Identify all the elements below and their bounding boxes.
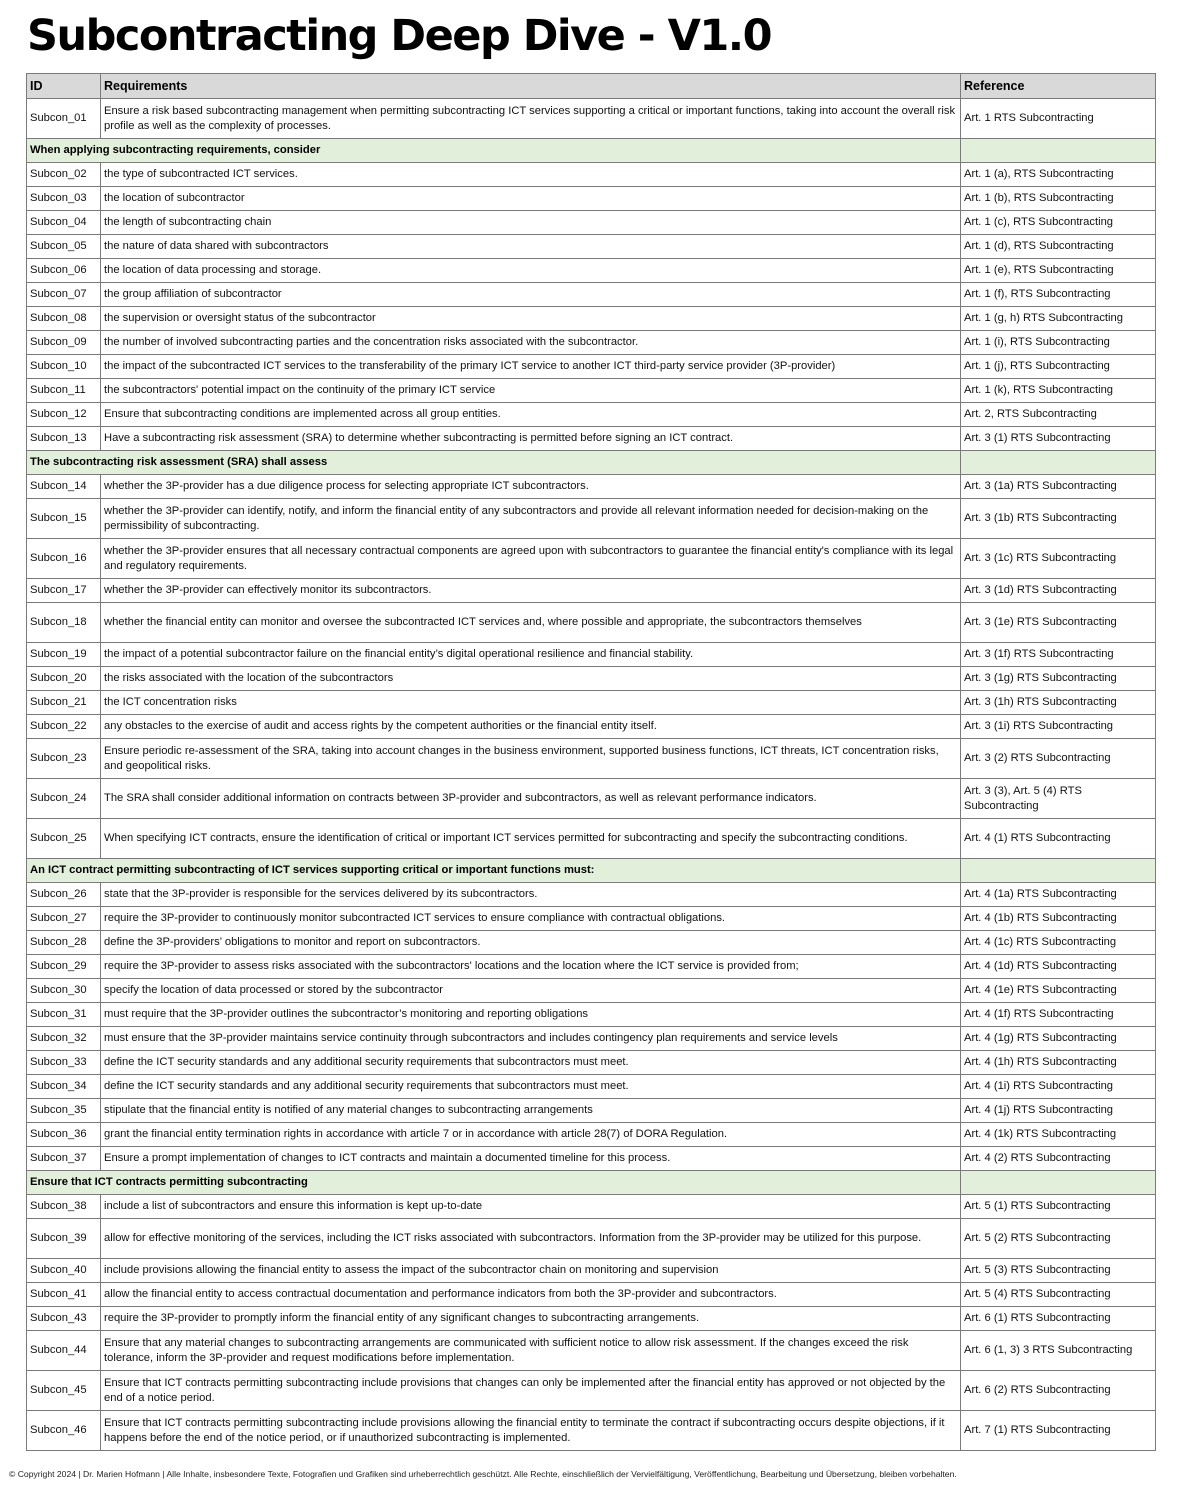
cell-requirement: Ensure periodic re-assessment of the SRA, taking into account changes in the business environment, supported business functions, ICT threats, ICT concentration risks, and geopolitical risks.	[101, 739, 961, 779]
cell-requirement: the nature of data shared with subcontractors	[101, 235, 961, 259]
table-row	[27, 907, 1156, 931]
cell-id: Subcon_36	[27, 1123, 101, 1147]
cell-id: Subcon_41	[27, 1283, 101, 1307]
cell-requirement: allow the financial entity to access contractual documentation and performance indicators from both the 3P-provider and subcontractors.	[101, 1283, 961, 1307]
cell-reference: Art. 3 (1c) RTS Subcontracting	[961, 539, 1156, 579]
section-title: An ICT contract permitting subcontracting of ICT services supporting critical or important functions must:	[27, 859, 961, 883]
table-row	[27, 979, 1156, 1003]
cell-reference: Art. 4 (1a) RTS Subcontracting	[961, 883, 1156, 907]
cell-id: Subcon_20	[27, 667, 101, 691]
cell-reference: Art. 1 (e), RTS Subcontracting	[961, 259, 1156, 283]
cell-id: Subcon_27	[27, 907, 101, 931]
table-row	[27, 1075, 1156, 1099]
table-row	[27, 307, 1156, 331]
cell-requirement: whether the 3P-provider can effectively monitor its subcontractors.	[101, 579, 961, 603]
cell-requirement: whether the financial entity can monitor and oversee the subcontracted ICT services and, where possible and appropriate, the subcontractors themselves	[101, 603, 961, 643]
section-reference-cell	[961, 1171, 1156, 1195]
cell-id: Subcon_06	[27, 259, 101, 283]
cell-id: Subcon_44	[27, 1331, 101, 1371]
table-row	[27, 539, 1156, 579]
table-row	[27, 211, 1156, 235]
table-row	[27, 1003, 1156, 1027]
table-row	[27, 883, 1156, 907]
cell-reference: Art. 4 (1g) RTS Subcontracting	[961, 1027, 1156, 1051]
cell-requirement: the type of subcontracted ICT services.	[101, 163, 961, 187]
cell-id: Subcon_01	[27, 99, 101, 139]
cell-requirement: the group affiliation of subcontractor	[101, 283, 961, 307]
cell-reference: Art. 3 (1e) RTS Subcontracting	[961, 603, 1156, 643]
cell-requirement: any obstacles to the exercise of audit and access rights by the competent authorities or the financial entity itself.	[101, 715, 961, 739]
cell-requirement: The SRA shall consider additional information on contracts between 3P-provider and subcontractors, as well as relevant performance indicators.	[101, 779, 961, 819]
cell-id: Subcon_24	[27, 779, 101, 819]
cell-requirement: stipulate that the financial entity is notified of any material changes to subcontracting arrangements	[101, 1099, 961, 1123]
cell-reference: Art. 6 (2) RTS Subcontracting	[961, 1371, 1156, 1411]
table-row	[27, 1259, 1156, 1283]
table-row	[27, 1307, 1156, 1331]
cell-requirement: Ensure that ICT contracts permitting subcontracting include provisions that changes can only be implemented after the financial entity has approved or not objected by the end of a notice period.	[101, 1371, 961, 1411]
cell-id: Subcon_39	[27, 1219, 101, 1259]
cell-reference: Art. 1 (c), RTS Subcontracting	[961, 211, 1156, 235]
cell-id: Subcon_32	[27, 1027, 101, 1051]
column-header-requirements: Requirements	[101, 74, 961, 99]
cell-reference: Art. 6 (1) RTS Subcontracting	[961, 1307, 1156, 1331]
table-row	[27, 691, 1156, 715]
table-row	[27, 1027, 1156, 1051]
cell-reference: Art. 4 (2) RTS Subcontracting	[961, 1147, 1156, 1171]
cell-requirement: the length of subcontracting chain	[101, 211, 961, 235]
cell-reference: Art. 3 (1h) RTS Subcontracting	[961, 691, 1156, 715]
cell-reference: Art. 4 (1i) RTS Subcontracting	[961, 1075, 1156, 1099]
cell-requirement: the impact of a potential subcontractor failure on the financial entity’s digital operational resilience and financial stability.	[101, 643, 961, 667]
cell-requirement: the impact of the subcontracted ICT services to the transferability of the primary ICT service to another ICT third-party service provider (3P-provider)	[101, 355, 961, 379]
table-body	[27, 99, 1156, 1451]
cell-requirement: state that the 3P-provider is responsible for the services delivered by its subcontractors.	[101, 883, 961, 907]
cell-reference: Art. 4 (1h) RTS Subcontracting	[961, 1051, 1156, 1075]
table-row	[27, 955, 1156, 979]
cell-reference: Art. 3 (1b) RTS Subcontracting	[961, 499, 1156, 539]
cell-id: Subcon_29	[27, 955, 101, 979]
cell-id: Subcon_05	[27, 235, 101, 259]
cell-reference: Art. 5 (4) RTS Subcontracting	[961, 1283, 1156, 1307]
table-row	[27, 379, 1156, 403]
cell-requirement: the location of data processing and storage.	[101, 259, 961, 283]
cell-id: Subcon_31	[27, 1003, 101, 1027]
cell-requirement: require the 3P-provider to assess risks associated with the subcontractors' locations and the location where the ICT service is provided from;	[101, 955, 961, 979]
cell-id: Subcon_12	[27, 403, 101, 427]
table-row	[27, 475, 1156, 499]
table-row	[27, 331, 1156, 355]
cell-requirement: Have a subcontracting risk assessment (SRA) to determine whether subcontracting is permitted before signing an ICT contract.	[101, 427, 961, 451]
table-row	[27, 603, 1156, 643]
cell-reference: Art. 5 (1) RTS Subcontracting	[961, 1195, 1156, 1219]
cell-requirement: whether the 3P-provider ensures that all necessary contractual components are agreed upon with subcontractors to guarantee the financial entity's compliance with its legal and regulatory requirements.	[101, 539, 961, 579]
table-row	[27, 427, 1156, 451]
cell-requirement: define the 3P-providers’ obligations to monitor and report on subcontractors.	[101, 931, 961, 955]
table-row	[27, 99, 1156, 139]
section-title: When applying subcontracting requirements, consider	[27, 139, 961, 163]
cell-id: Subcon_17	[27, 579, 101, 603]
section-reference-cell	[961, 451, 1156, 475]
cell-requirement: define the ICT security standards and any additional security requirements that subcontractors must meet.	[101, 1051, 961, 1075]
table-row	[27, 283, 1156, 307]
table-row	[27, 1371, 1156, 1411]
cell-reference: Art. 4 (1k) RTS Subcontracting	[961, 1123, 1156, 1147]
page-title: Subcontracting Deep Dive - V1.0	[27, 11, 772, 61]
column-header-reference: Reference	[961, 74, 1156, 99]
cell-reference: Art. 7 (1) RTS Subcontracting	[961, 1411, 1156, 1451]
cell-reference: Art. 1 (b), RTS Subcontracting	[961, 187, 1156, 211]
cell-id: Subcon_11	[27, 379, 101, 403]
cell-reference: Art. 1 (i), RTS Subcontracting	[961, 331, 1156, 355]
section-header-row	[27, 139, 1156, 163]
copyright-footer: © Copyright 2024 | Dr. Marien Hofmann | Alle Inhalte, insbesondere Texte, Fotografien und Grafiken sind urheberrechtlich geschützt. Alle Rechte, einschließlich der Vervielfältigung, Veröffentlichung, Bearbeitung und Übersetzung, bleiben vorbehalten.	[9, 1469, 957, 1479]
cell-id: Subcon_46	[27, 1411, 101, 1451]
cell-id: Subcon_21	[27, 691, 101, 715]
cell-id: Subcon_08	[27, 307, 101, 331]
cell-requirement: include provisions allowing the financial entity to assess the impact of the subcontractor chain on monitoring and supervision	[101, 1259, 961, 1283]
section-header-row	[27, 1171, 1156, 1195]
section-reference-cell	[961, 859, 1156, 883]
cell-requirement: specify the location of data processed or stored by the subcontractor	[101, 979, 961, 1003]
cell-reference: Art. 4 (1) RTS Subcontracting	[961, 819, 1156, 859]
cell-reference: Art. 3 (1d) RTS Subcontracting	[961, 579, 1156, 603]
cell-requirement: Ensure a prompt implementation of changes to ICT contracts and maintain a documented timeline for this process.	[101, 1147, 961, 1171]
cell-reference: Art. 2, RTS Subcontracting	[961, 403, 1156, 427]
cell-reference: Art. 3 (1f) RTS Subcontracting	[961, 643, 1156, 667]
table-row	[27, 235, 1156, 259]
section-header-row	[27, 451, 1156, 475]
table-row	[27, 819, 1156, 859]
cell-id: Subcon_18	[27, 603, 101, 643]
cell-reference: Art. 4 (1b) RTS Subcontracting	[961, 907, 1156, 931]
cell-reference: Art. 5 (3) RTS Subcontracting	[961, 1259, 1156, 1283]
table-row	[27, 163, 1156, 187]
cell-reference: Art. 3 (1a) RTS Subcontracting	[961, 475, 1156, 499]
cell-requirement: the risks associated with the location of the subcontractors	[101, 667, 961, 691]
table-row	[27, 739, 1156, 779]
cell-reference: Art. 4 (1f) RTS Subcontracting	[961, 1003, 1156, 1027]
cell-requirement: whether the 3P-provider has a due diligence process for selecting appropriate ICT subcontractors.	[101, 475, 961, 499]
cell-requirement: the location of subcontractor	[101, 187, 961, 211]
cell-id: Subcon_35	[27, 1099, 101, 1123]
table-row	[27, 1411, 1156, 1451]
table-row	[27, 499, 1156, 539]
cell-reference: Art. 4 (1d) RTS Subcontracting	[961, 955, 1156, 979]
cell-id: Subcon_13	[27, 427, 101, 451]
cell-reference: Art. 1 RTS Subcontracting	[961, 99, 1156, 139]
table-row	[27, 1147, 1156, 1171]
cell-id: Subcon_02	[27, 163, 101, 187]
table-row	[27, 643, 1156, 667]
cell-id: Subcon_07	[27, 283, 101, 307]
table-row	[27, 1283, 1156, 1307]
cell-reference: Art. 1 (f), RTS Subcontracting	[961, 283, 1156, 307]
table-row	[27, 1051, 1156, 1075]
cell-requirement: the subcontractors' potential impact on the continuity of the primary ICT service	[101, 379, 961, 403]
cell-reference: Art. 3 (2) RTS Subcontracting	[961, 739, 1156, 779]
section-header-row	[27, 859, 1156, 883]
cell-requirement: whether the 3P-provider can identify, notify, and inform the financial entity of any subcontractors and provide all relevant information needed for decision-making on the permissibility of subcontracting.	[101, 499, 961, 539]
table-row	[27, 1195, 1156, 1219]
cell-id: Subcon_19	[27, 643, 101, 667]
section-title: Ensure that ICT contracts permitting subcontracting	[27, 1171, 961, 1195]
table-row	[27, 1331, 1156, 1371]
table-row	[27, 779, 1156, 819]
cell-requirement: Ensure that any material changes to subcontracting arrangements are communicated with sufficient notice to allow risk assessment. If the changes exceed the risk tolerance, inform the 3P-provider and request modifications before implementation.	[101, 1331, 961, 1371]
cell-requirement: allow for effective monitoring of the services, including the ICT risks associated with subcontractors. Information from the 3P-provider may be utilized for this purpose.	[101, 1219, 961, 1259]
cell-id: Subcon_34	[27, 1075, 101, 1099]
cell-id: Subcon_22	[27, 715, 101, 739]
cell-requirement: the ICT concentration risks	[101, 691, 961, 715]
cell-reference: Art. 4 (1j) RTS Subcontracting	[961, 1099, 1156, 1123]
cell-requirement: Ensure that subcontracting conditions are implemented across all group entities.	[101, 403, 961, 427]
cell-reference: Art. 1 (j), RTS Subcontracting	[961, 355, 1156, 379]
table-row	[27, 667, 1156, 691]
table-row	[27, 355, 1156, 379]
cell-reference: Art. 1 (a), RTS Subcontracting	[961, 163, 1156, 187]
cell-id: Subcon_15	[27, 499, 101, 539]
cell-id: Subcon_04	[27, 211, 101, 235]
cell-requirement: When specifying ICT contracts, ensure the identification of critical or important ICT services permitted for subcontracting and specify the subcontracting conditions.	[101, 819, 961, 859]
cell-reference: Art. 1 (g, h) RTS Subcontracting	[961, 307, 1156, 331]
table-row	[27, 1123, 1156, 1147]
column-header-id: ID	[27, 74, 101, 99]
cell-reference: Art. 3 (1) RTS Subcontracting	[961, 427, 1156, 451]
cell-reference: Art. 1 (d), RTS Subcontracting	[961, 235, 1156, 259]
cell-id: Subcon_14	[27, 475, 101, 499]
cell-reference: Art. 1 (k), RTS Subcontracting	[961, 379, 1156, 403]
cell-id: Subcon_40	[27, 1259, 101, 1283]
cell-reference: Art. 4 (1c) RTS Subcontracting	[961, 931, 1156, 955]
cell-id: Subcon_25	[27, 819, 101, 859]
cell-id: Subcon_38	[27, 1195, 101, 1219]
cell-id: Subcon_09	[27, 331, 101, 355]
cell-reference: Art. 4 (1e) RTS Subcontracting	[961, 979, 1156, 1003]
cell-reference: Art. 3 (3), Art. 5 (4) RTS Subcontracting	[961, 779, 1156, 819]
table-row	[27, 1099, 1156, 1123]
cell-requirement: the supervision or oversight status of the subcontractor	[101, 307, 961, 331]
cell-requirement: include a list of subcontractors and ensure this information is kept up-to-date	[101, 1195, 961, 1219]
section-title: The subcontracting risk assessment (SRA) shall assess	[27, 451, 961, 475]
cell-id: Subcon_16	[27, 539, 101, 579]
cell-reference: Art. 3 (1g) RTS Subcontracting	[961, 667, 1156, 691]
cell-requirement: require the 3P-provider to promptly inform the financial entity of any significant changes to subcontracting arrangements.	[101, 1307, 961, 1331]
cell-id: Subcon_03	[27, 187, 101, 211]
table-row	[27, 931, 1156, 955]
cell-reference: Art. 3 (1i) RTS Subcontracting	[961, 715, 1156, 739]
table-row	[27, 403, 1156, 427]
cell-id: Subcon_10	[27, 355, 101, 379]
cell-id: Subcon_37	[27, 1147, 101, 1171]
cell-id: Subcon_43	[27, 1307, 101, 1331]
cell-requirement: Ensure a risk based subcontracting management when permitting subcontracting ICT services supporting a critical or important functions, taking into account the overall risk profile as well as the complexity of processes.	[101, 99, 961, 139]
table-row	[27, 715, 1156, 739]
table-row	[27, 579, 1156, 603]
section-reference-cell	[961, 139, 1156, 163]
table-row	[27, 259, 1156, 283]
cell-requirement: must ensure that the 3P-provider maintains service continuity through subcontractors and includes contingency plan requirements and service levels	[101, 1027, 961, 1051]
requirements-table	[26, 73, 1156, 1451]
cell-reference: Art. 6 (1, 3) 3 RTS Subcontracting	[961, 1331, 1156, 1371]
cell-reference: Art. 5 (2) RTS Subcontracting	[961, 1219, 1156, 1259]
cell-requirement: grant the financial entity termination rights in accordance with article 7 or in accordance with article 28(7) of DORA Regulation.	[101, 1123, 961, 1147]
table-row	[27, 187, 1156, 211]
table-row	[27, 1219, 1156, 1259]
cell-id: Subcon_30	[27, 979, 101, 1003]
cell-requirement: the number of involved subcontracting parties and the concentration risks associated with the subcontractor.	[101, 331, 961, 355]
cell-id: Subcon_26	[27, 883, 101, 907]
cell-id: Subcon_23	[27, 739, 101, 779]
cell-requirement: define the ICT security standards and any additional security requirements that subcontractors must meet.	[101, 1075, 961, 1099]
cell-requirement: require the 3P-provider to continuously monitor subcontracted ICT services to ensure compliance with contractual obligations.	[101, 907, 961, 931]
cell-requirement: must require that the 3P-provider outlines the subcontractor’s monitoring and reporting obligations	[101, 1003, 961, 1027]
cell-id: Subcon_28	[27, 931, 101, 955]
table-header-row	[27, 74, 1156, 99]
cell-id: Subcon_33	[27, 1051, 101, 1075]
cell-id: Subcon_45	[27, 1371, 101, 1411]
cell-requirement: Ensure that ICT contracts permitting subcontracting include provisions allowing the financial entity to terminate the contract if subcontracting occurs despite objections, if it happens before the end of the notice period, or if unauthorized subcontracting is implemented.	[101, 1411, 961, 1451]
